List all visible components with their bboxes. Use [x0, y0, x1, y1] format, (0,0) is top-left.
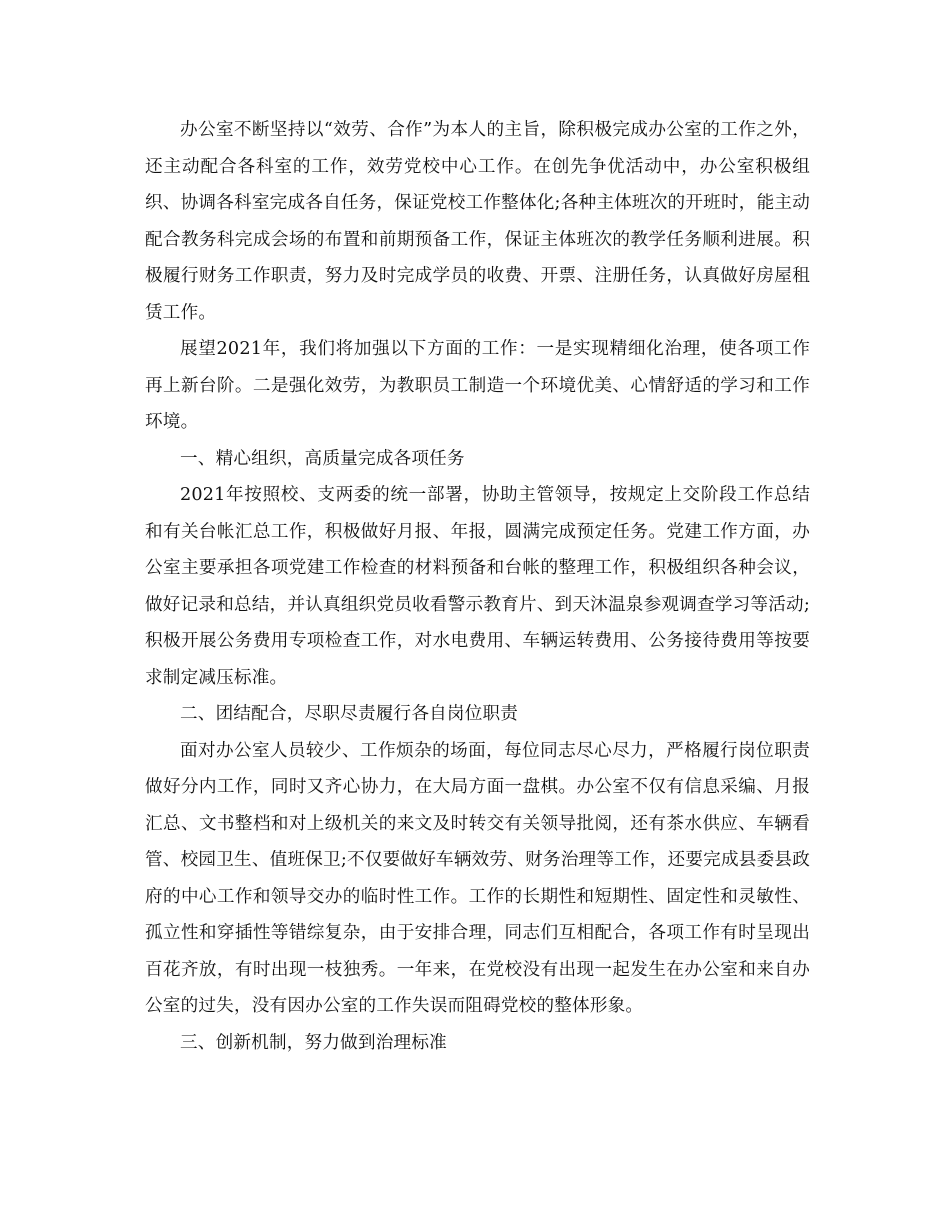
- heading-section-3: 三、创新机制，努力做到治理标准: [180, 1032, 447, 1053]
- document-body: [145, 112, 810, 1061]
- paragraph-outlook-2021: 展望2021年，我们将加强以下方面的工作：一是实现精细化治理，使各项工作再上新台阶。二是强化效劳，为教职员工制造一个环境优美、心情舒适的学习和工作环境。: [145, 339, 810, 432]
- paragraph-office-work: 办公室不断坚持以“效劳、合作”为本人的主旨，除积极完成办公室的工作之外，还主动配合各科室的工作，效劳党校中心工作。在创先争优活动中，办公室积极组织、协调各科室完成各自任务，保证党校工作整体化;各种主体班次的开班时，能主动配合教务科完成会场的布置和前期预备工作，保证主体班次的教学任务顺利进展。积极履行财务工作职责，努力及时完成学员的收费、开票、注册任务，认真做好房屋租赁工作。: [145, 120, 810, 323]
- heading-section-2: 二、团结配合，尽职尽责履行各自岗位职责: [180, 704, 519, 724]
- heading-section-1: 一、精心组织，高质量完成各项任务: [180, 448, 465, 469]
- paragraph-section-2: 面对办公室人员较少、工作烦杂的场面，每位同志尽心尽力，严格履行岗位职责做好分内工作，同时又齐心协力，在大局方面一盘棋。办公室不仅有信息采编、月报汇总、文书整档和对上级机关的来文及时转交有关领导批阅，还有茶水供应、车辆看管、校园卫生、值班保卫;不仅要做好车辆效劳、财务治理等工作，还要完成县委县政府的中心工作和领导交办的临时性工作。工作的长期性和短期性、固定性和灵敏性、孤立性和穿插性等错综复杂，由于安排合理，同志们互相配合，各项工作有时呈现出百花齐放，有时出现一枝独秀。一年来，在党校没有出现一起发生在办公室和来自办公室的过失，没有因办公室的工作失误而阻碍党校的整体形象。: [145, 740, 810, 1016]
- paragraph-section-1: 2021年按照校、支两委的统一部署，协助主管领导，按规定上交阶段工作总结和有关台帐汇总工作，积极做好月报、年报，圆满完成预定任务。党建工作方面，办公室主要承担各项党建工作检查的材料预备和台帐的整理工作，积极组织各种会议，做好记录和总结，并认真组织党员收看警示教育片、到天沐温泉参观调查学习等活动;积极开展公务费用专项检查工作，对水电费用、车辆运转费用、公务接待费用等按要求制定减压标准。: [145, 485, 810, 688]
